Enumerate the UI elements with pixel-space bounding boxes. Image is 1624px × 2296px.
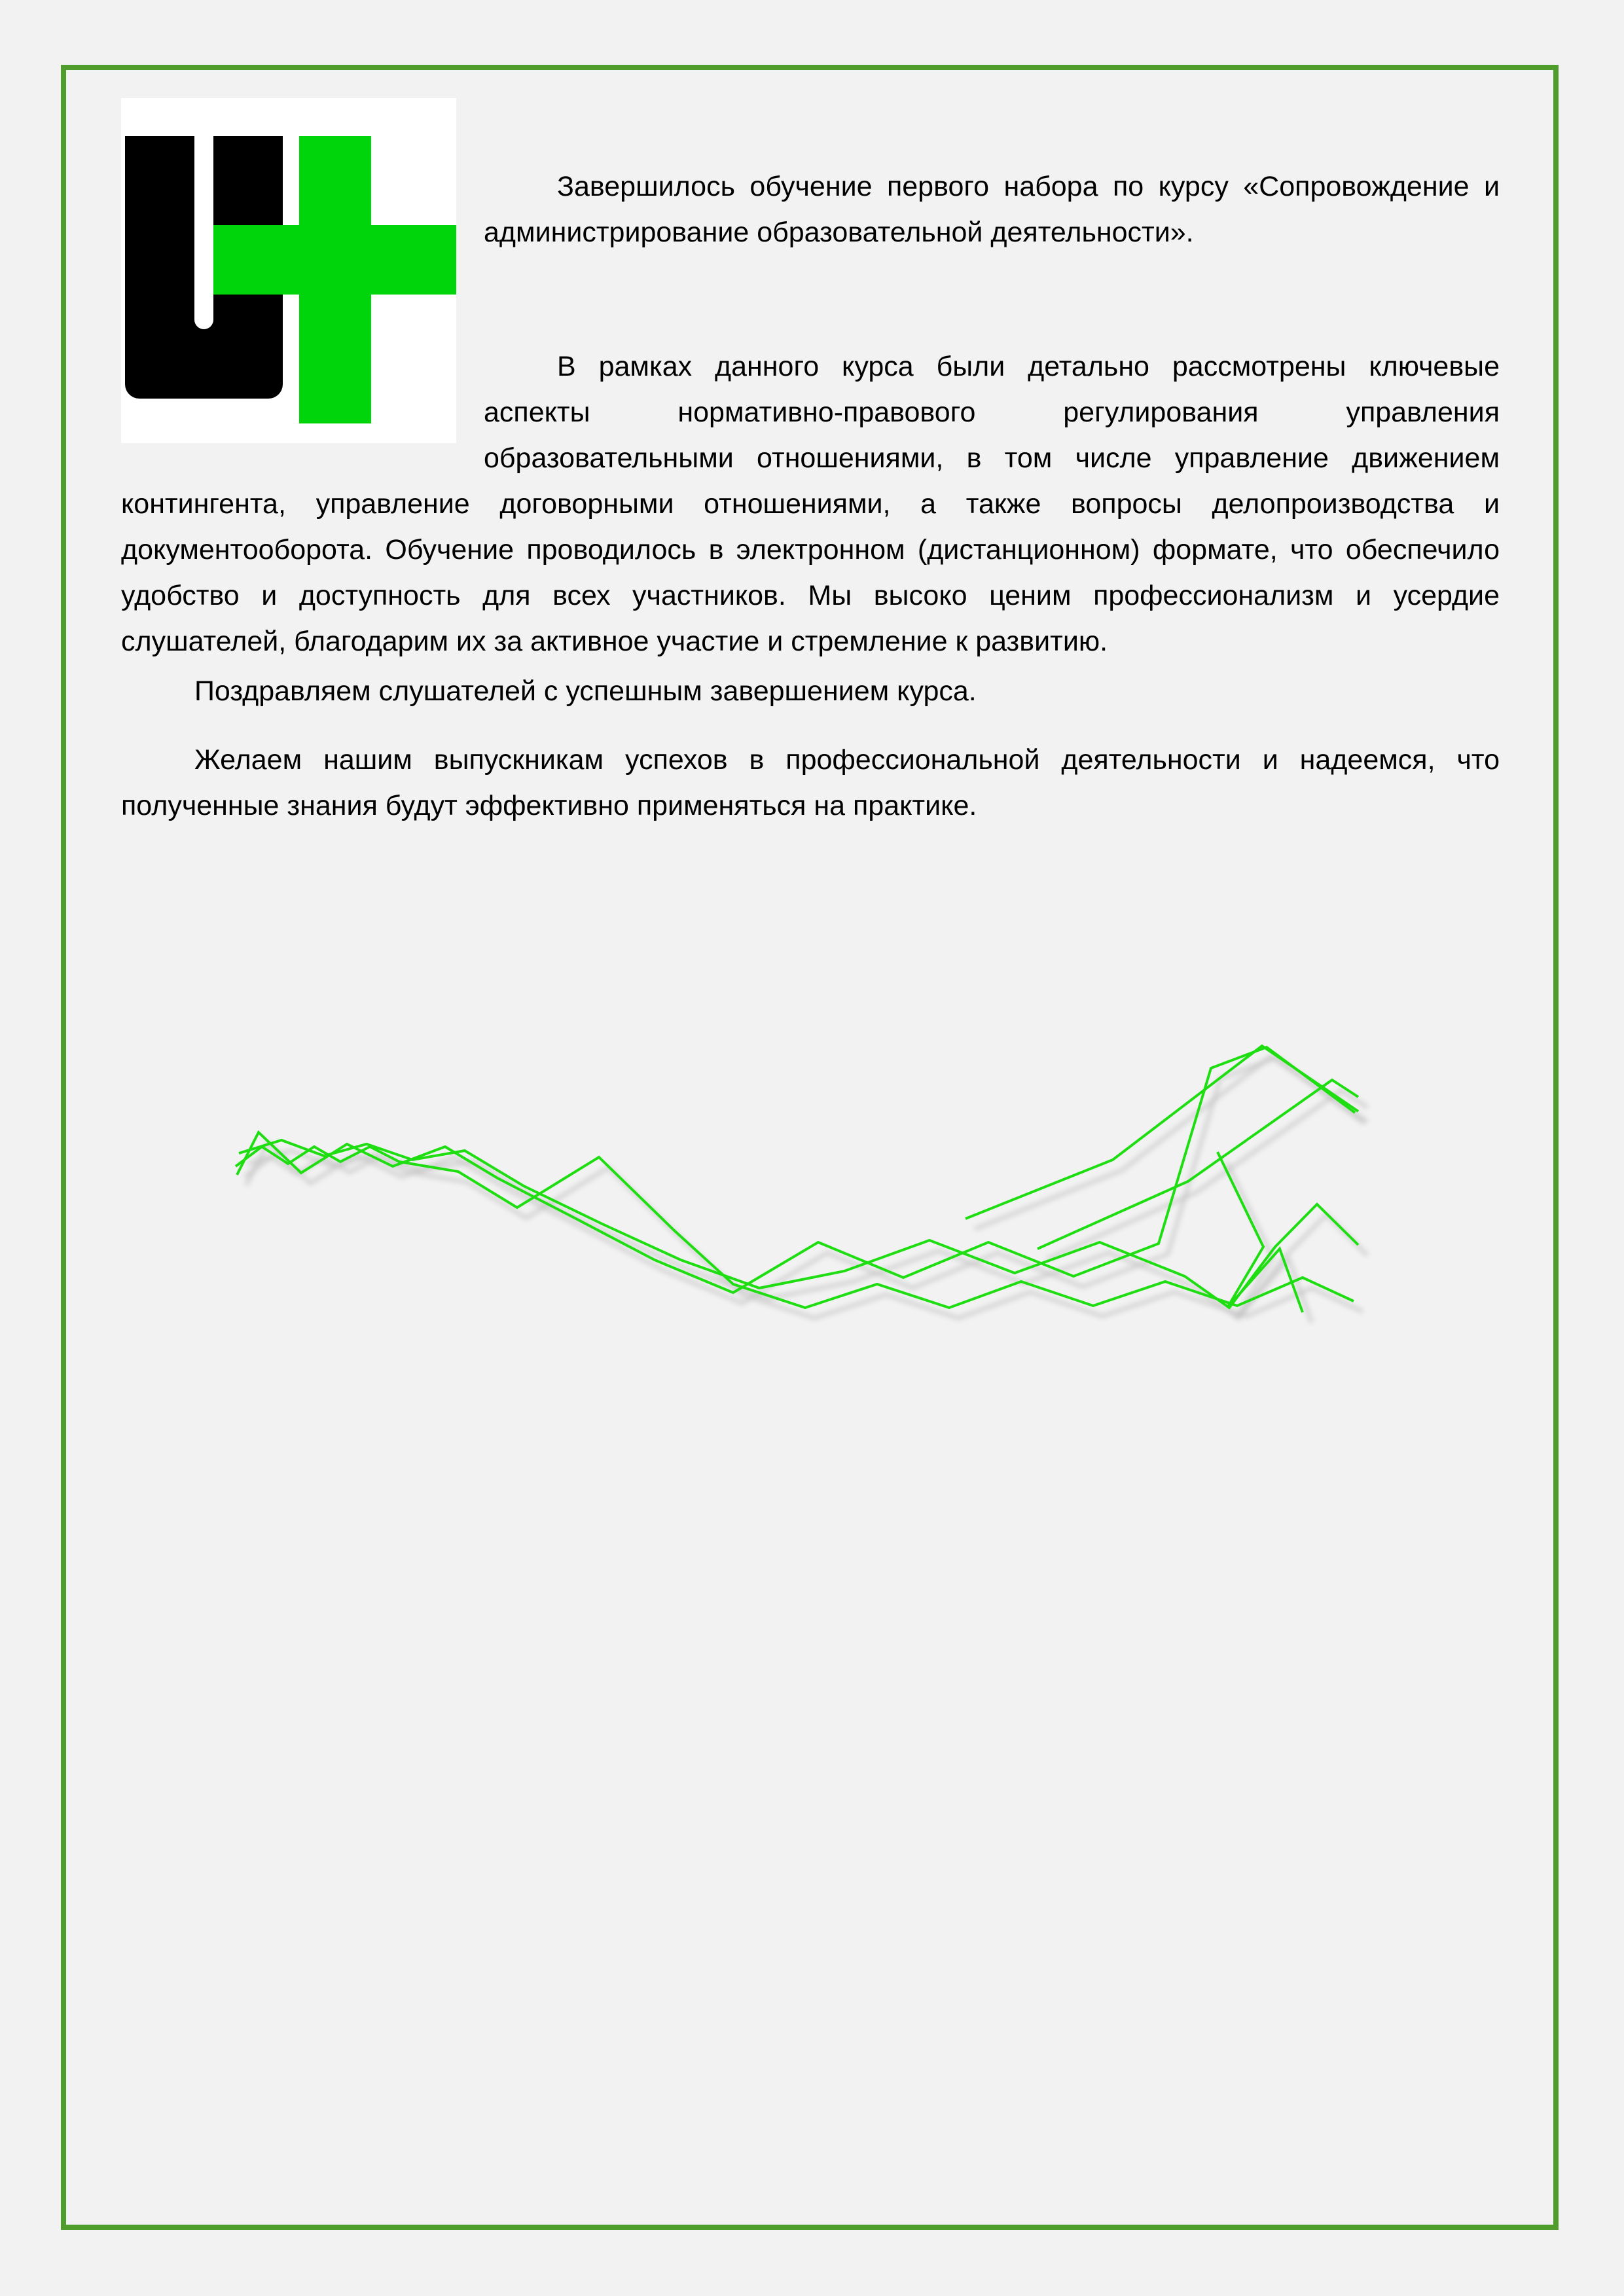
logo-green-cross-horizontal-icon (213, 225, 456, 295)
paragraph-wishes: Желаем нашим выпускникам успехов в профессиональной деятельности и надеемся, что полученные знания будут эффективно применяться на практике. (121, 744, 1500, 821)
paragraph-congratulations: Поздравляем слушателей с успешным завершением курса. (194, 675, 977, 707)
paragraph-course-finished: Завершилось обучение первого набора по курсу «Сопровождение и администрирование образовательной деятельности». (484, 171, 1500, 248)
organization-logo (121, 98, 456, 443)
paragraph-course-details: В рамках данного курса были детально рассмотрены ключевые аспекты нормативно-правового регулирования управления образовательными отношениями, в том числе управление движением контингента, управление договорными отношениями, а также вопросы делопроизводства и документооборота. Обучение проводилось в электронном (дистанционном) формате, что обеспечило удобство и доступность для всех участников. Мы высоко ценим профессионализм и усердие слушателей, благодарим их за активное участие и стремление к развитию. (121, 351, 1500, 657)
green-zigzag-decoration (223, 1034, 1375, 1335)
document-body (121, 164, 1500, 829)
logo-white-slot (194, 136, 213, 329)
